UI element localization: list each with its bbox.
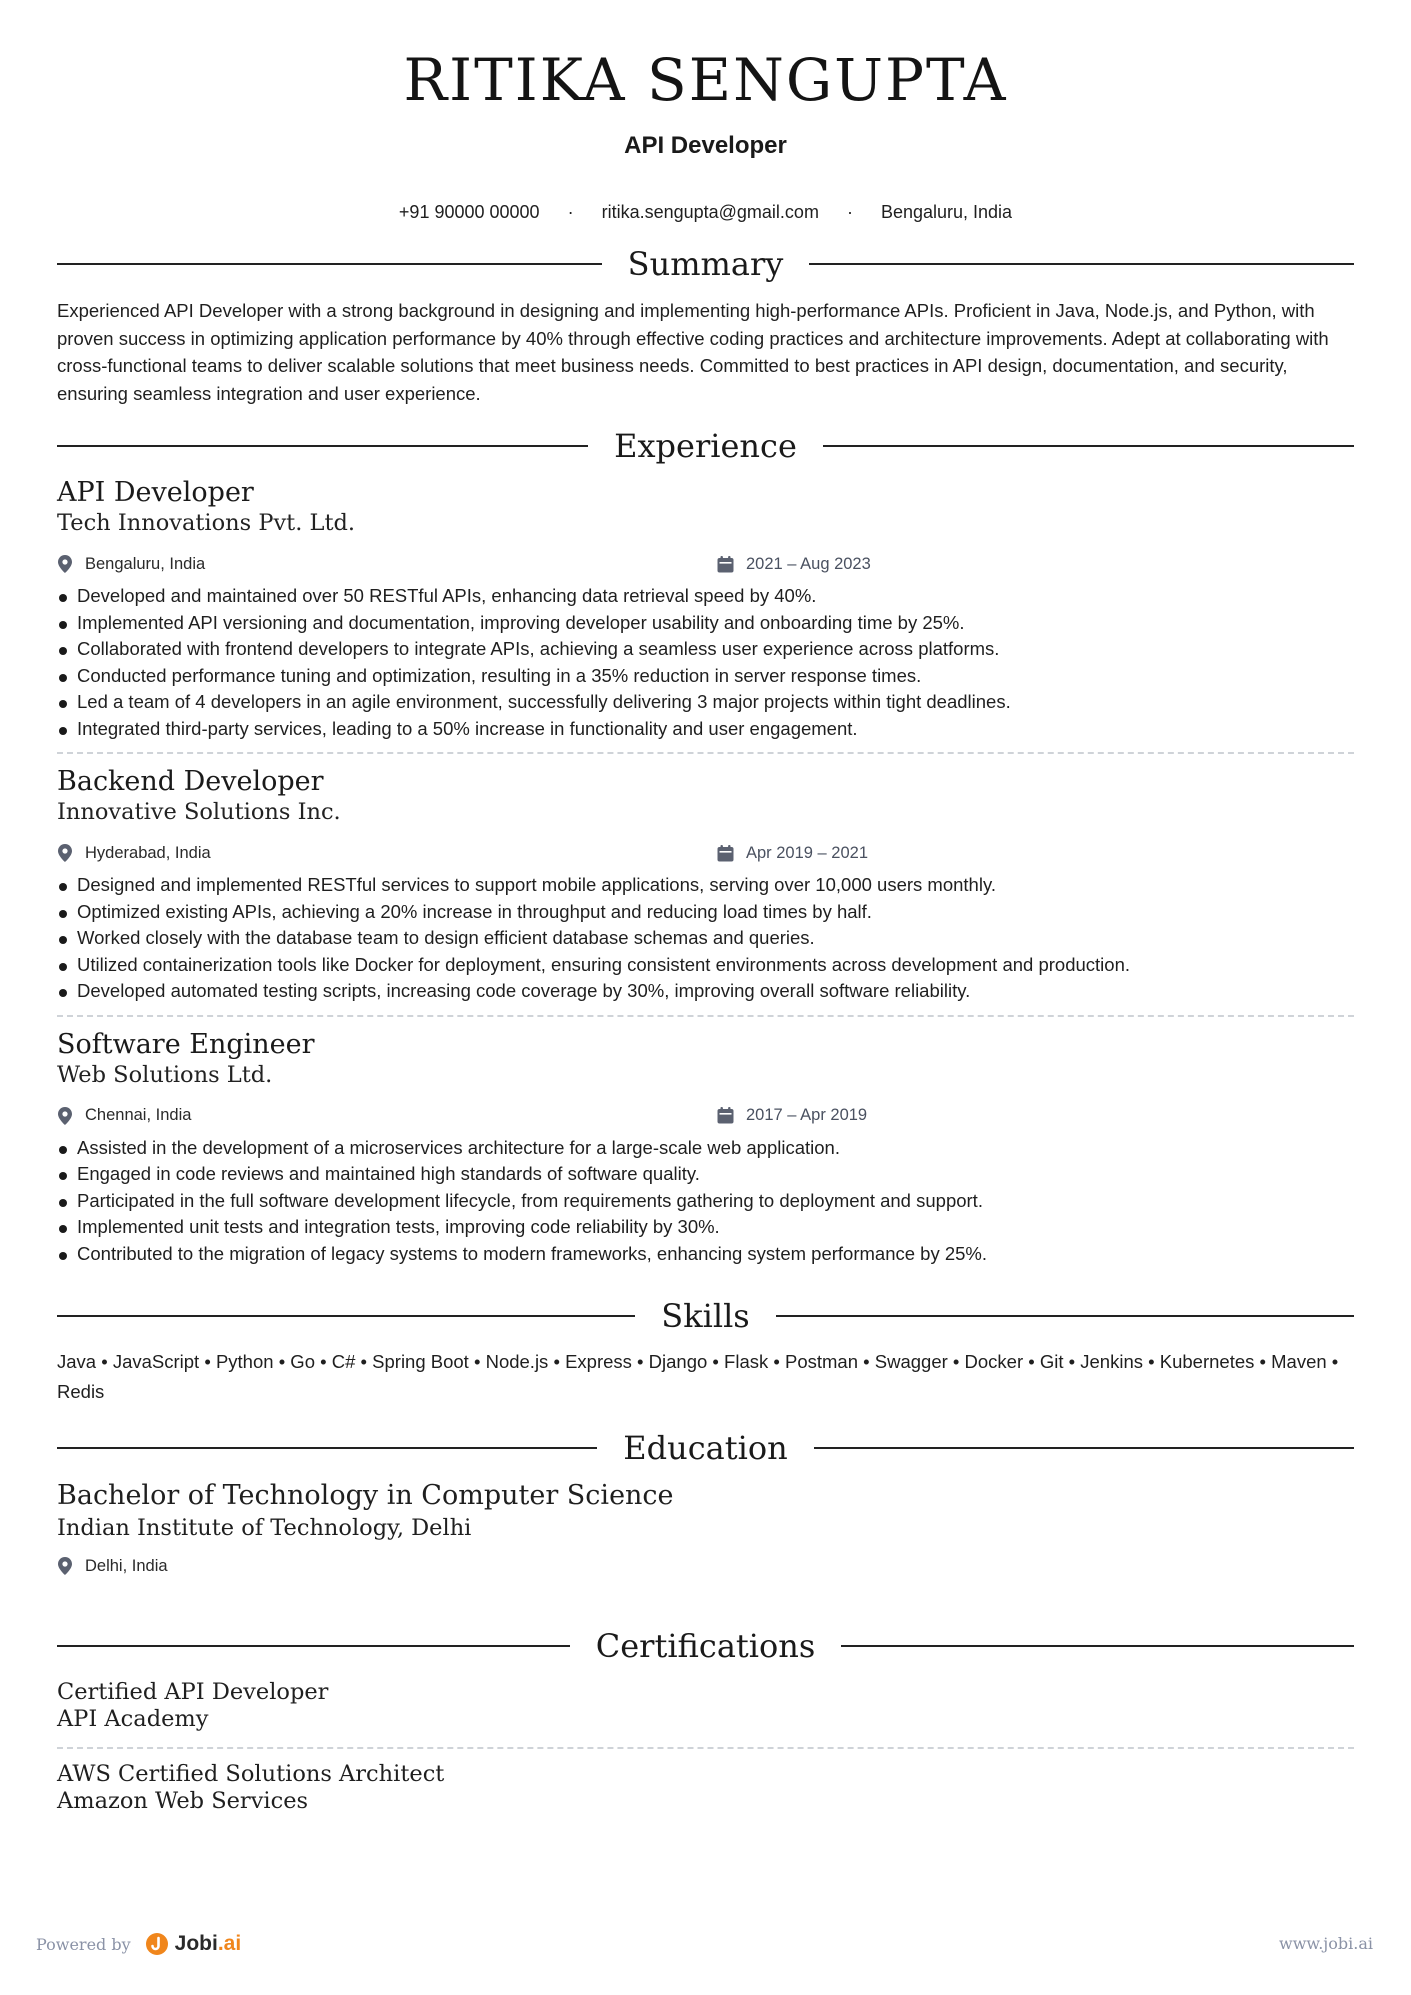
job-dates [717,844,868,863]
section-title-experience: Experience [614,427,797,465]
section-title-certifications: Certifications [595,1627,816,1665]
job-bullet: Participated in the full software development lifecycle, from requirements gathering to deployment and support. [57,1188,1354,1215]
job-bullet: Designed and implemented RESTful services to support mobile applications, serving over 10,000 users monthly. [57,872,1354,899]
certification-name: AWS Certified Solutions Architect [57,1761,445,1787]
job-bullet: Utilized containerization tools like Docker for deployment, ensuring consistent environments across development and production. [57,952,1354,979]
certification-org: Amazon Web Services [57,1788,309,1814]
section-rule [809,263,1354,265]
section-rule [57,263,602,265]
section-rule [57,1645,570,1647]
section-rule [814,1447,1354,1449]
section-rule [823,445,1354,447]
calendar-icon [717,1107,734,1124]
experience-item [57,477,1354,754]
calendar-icon [717,845,734,862]
skills-list: Java • JavaScript • Python • Go • C# • Spring Boot • Node.js • Express • Django • Flask • Postman • Swagger • Docker • Git • Jenkins • Kubernetes • Maven • Redis [57,1351,1339,1402]
job-bullet: Engaged in code reviews and maintained high standards of software quality. [57,1161,1354,1188]
job-role: Software Engineer [57,1028,315,1060]
education-location-text: Delhi, India [85,1556,168,1575]
education-school: Indian Institute of Technology, Delhi [57,1515,472,1541]
job-bullets [57,583,1354,742]
job-bullet: Conducted performance tuning and optimization, resulting in a 35% reduction in server response times. [57,663,1354,690]
job-location [57,1106,717,1125]
divider [57,1015,1354,1017]
experience-item [57,766,1354,1017]
certification-org: API Academy [57,1706,209,1732]
resume-page [57,0,1354,1815]
location-pin-icon [57,1557,73,1575]
job-bullet: Optimized existing APIs, achieving a 20% increase in throughput and reducing load times by half. [57,899,1354,926]
section-rule [57,445,588,447]
job-bullet: Collaborated with frontend developers to integrate APIs, achieving a seamless user experience across platforms. [57,636,1354,663]
job-dates [717,555,871,574]
brand-suffix: .ai [217,1932,242,1955]
certification-name: Certified API Developer [57,1679,329,1705]
job-dates-text: 2021 – Aug 2023 [746,554,871,573]
job-bullet: Implemented unit tests and integration tests, improving code reliability by 30%. [57,1214,1354,1241]
section-rule [841,1645,1354,1647]
job-bullet: Assisted in the development of a microservices architecture for a large-scale web application. [57,1135,1354,1162]
education-degree: Bachelor of Technology in Computer Science [57,1480,674,1511]
footer-powered-by [36,1932,241,1956]
section-title-summary: Summary [627,245,784,283]
section-header-summary [57,245,1354,283]
powered-by-text: Powered by [36,1934,131,1954]
job-dates-text: Apr 2019 – 2021 [746,843,869,862]
divider [57,1747,1354,1749]
job-role: Backend Developer [57,766,324,797]
job-company: Innovative Solutions Inc. [57,799,341,825]
education-meta [57,1553,1354,1579]
resume-header [57,46,1354,223]
job-company: Tech Innovations Pvt. Ltd. [57,510,356,536]
job-role: API Developer [57,477,254,508]
candidate-name: RITIKA SENGUPTA [403,46,1008,114]
brand-logo[interactable] [145,1932,242,1956]
contact-phone: +91 90000 00000 [398,202,540,222]
certification-item [57,1761,1354,1815]
job-meta [57,551,1354,577]
section-header-skills [57,1297,1354,1335]
job-company: Web Solutions Ltd. [57,1061,273,1088]
location-pin-icon [57,555,73,573]
contact-email[interactable]: ritika.sengupta@gmail.com [601,202,819,222]
divider [57,752,1354,754]
job-dates-text: 2017 – Apr 2019 [746,1106,868,1124]
section-header-certifications [57,1627,1354,1665]
brand-name: Jobi [174,1932,218,1955]
job-bullet: Developed automated testing scripts, increasing code coverage by 30%, improving overall software reliability. [57,978,1354,1005]
experience-list [57,477,1354,1267]
job-meta [57,1103,1354,1129]
section-header-experience [57,427,1354,465]
job-bullet: Integrated third-party services, leading to a 50% increase in functionality and user engagement. [57,716,1354,743]
job-bullet: Led a team of 4 developers in an agile environment, successfully delivering 3 major projects within tight deadlines. [57,689,1354,716]
location-pin-icon [57,844,73,862]
summary-text: Experienced API Developer with a strong background in designing and implementing high-performance APIs. Proficient in Java, Node.js, and Python, with proven success in optimizing application performance by 40% through effective coding practices and architecture improvements. Adept at collaborating with cross-functional teams to deliver scalable solutions that meet business needs. Committed to best practices in API design, documentation, and security, ensuring seamless integration and user experience. [57,300,1329,404]
job-location-text: Hyderabad, India [85,843,211,862]
section-title-education: Education [623,1429,788,1467]
job-bullet: Implemented API versioning and documentation, improving developer usability and onboarding time by 25%. [57,610,1354,637]
section-header-education [57,1429,1354,1467]
job-location [57,844,717,863]
jobi-logo-icon [145,1932,169,1956]
section-rule [776,1315,1354,1317]
education-location [57,1557,717,1576]
location-pin-icon [57,1107,73,1125]
footer-site-link[interactable]: www.jobi.ai [1279,1934,1373,1953]
job-location-text: Chennai, India [85,1106,192,1124]
job-meta [57,840,1354,866]
contact-separator: · [567,202,574,222]
calendar-icon [717,556,734,573]
certification-item [57,1679,1354,1733]
contact-location: Bengaluru, India [880,202,1013,222]
section-rule [57,1315,635,1317]
contact-line [57,202,1354,223]
job-bullets [57,872,1354,1005]
job-bullets [57,1135,1354,1268]
experience-item [57,1029,1354,1268]
contact-separator: · [846,202,853,222]
job-dates [717,1106,867,1125]
job-bullet: Worked closely with the database team to design efficient database schemas and queries. [57,925,1354,952]
section-title-skills: Skills [661,1297,750,1335]
job-bullet: Developed and maintained over 50 RESTful APIs, enhancing data retrieval speed by 40%. [57,583,1354,610]
section-rule [57,1447,597,1449]
job-location [57,555,717,574]
job-location-text: Bengaluru, India [85,554,206,573]
job-bullet: Contributed to the migration of legacy systems to modern frameworks, enhancing system performance by 25%. [57,1241,1354,1268]
candidate-title: API Developer [624,132,787,159]
